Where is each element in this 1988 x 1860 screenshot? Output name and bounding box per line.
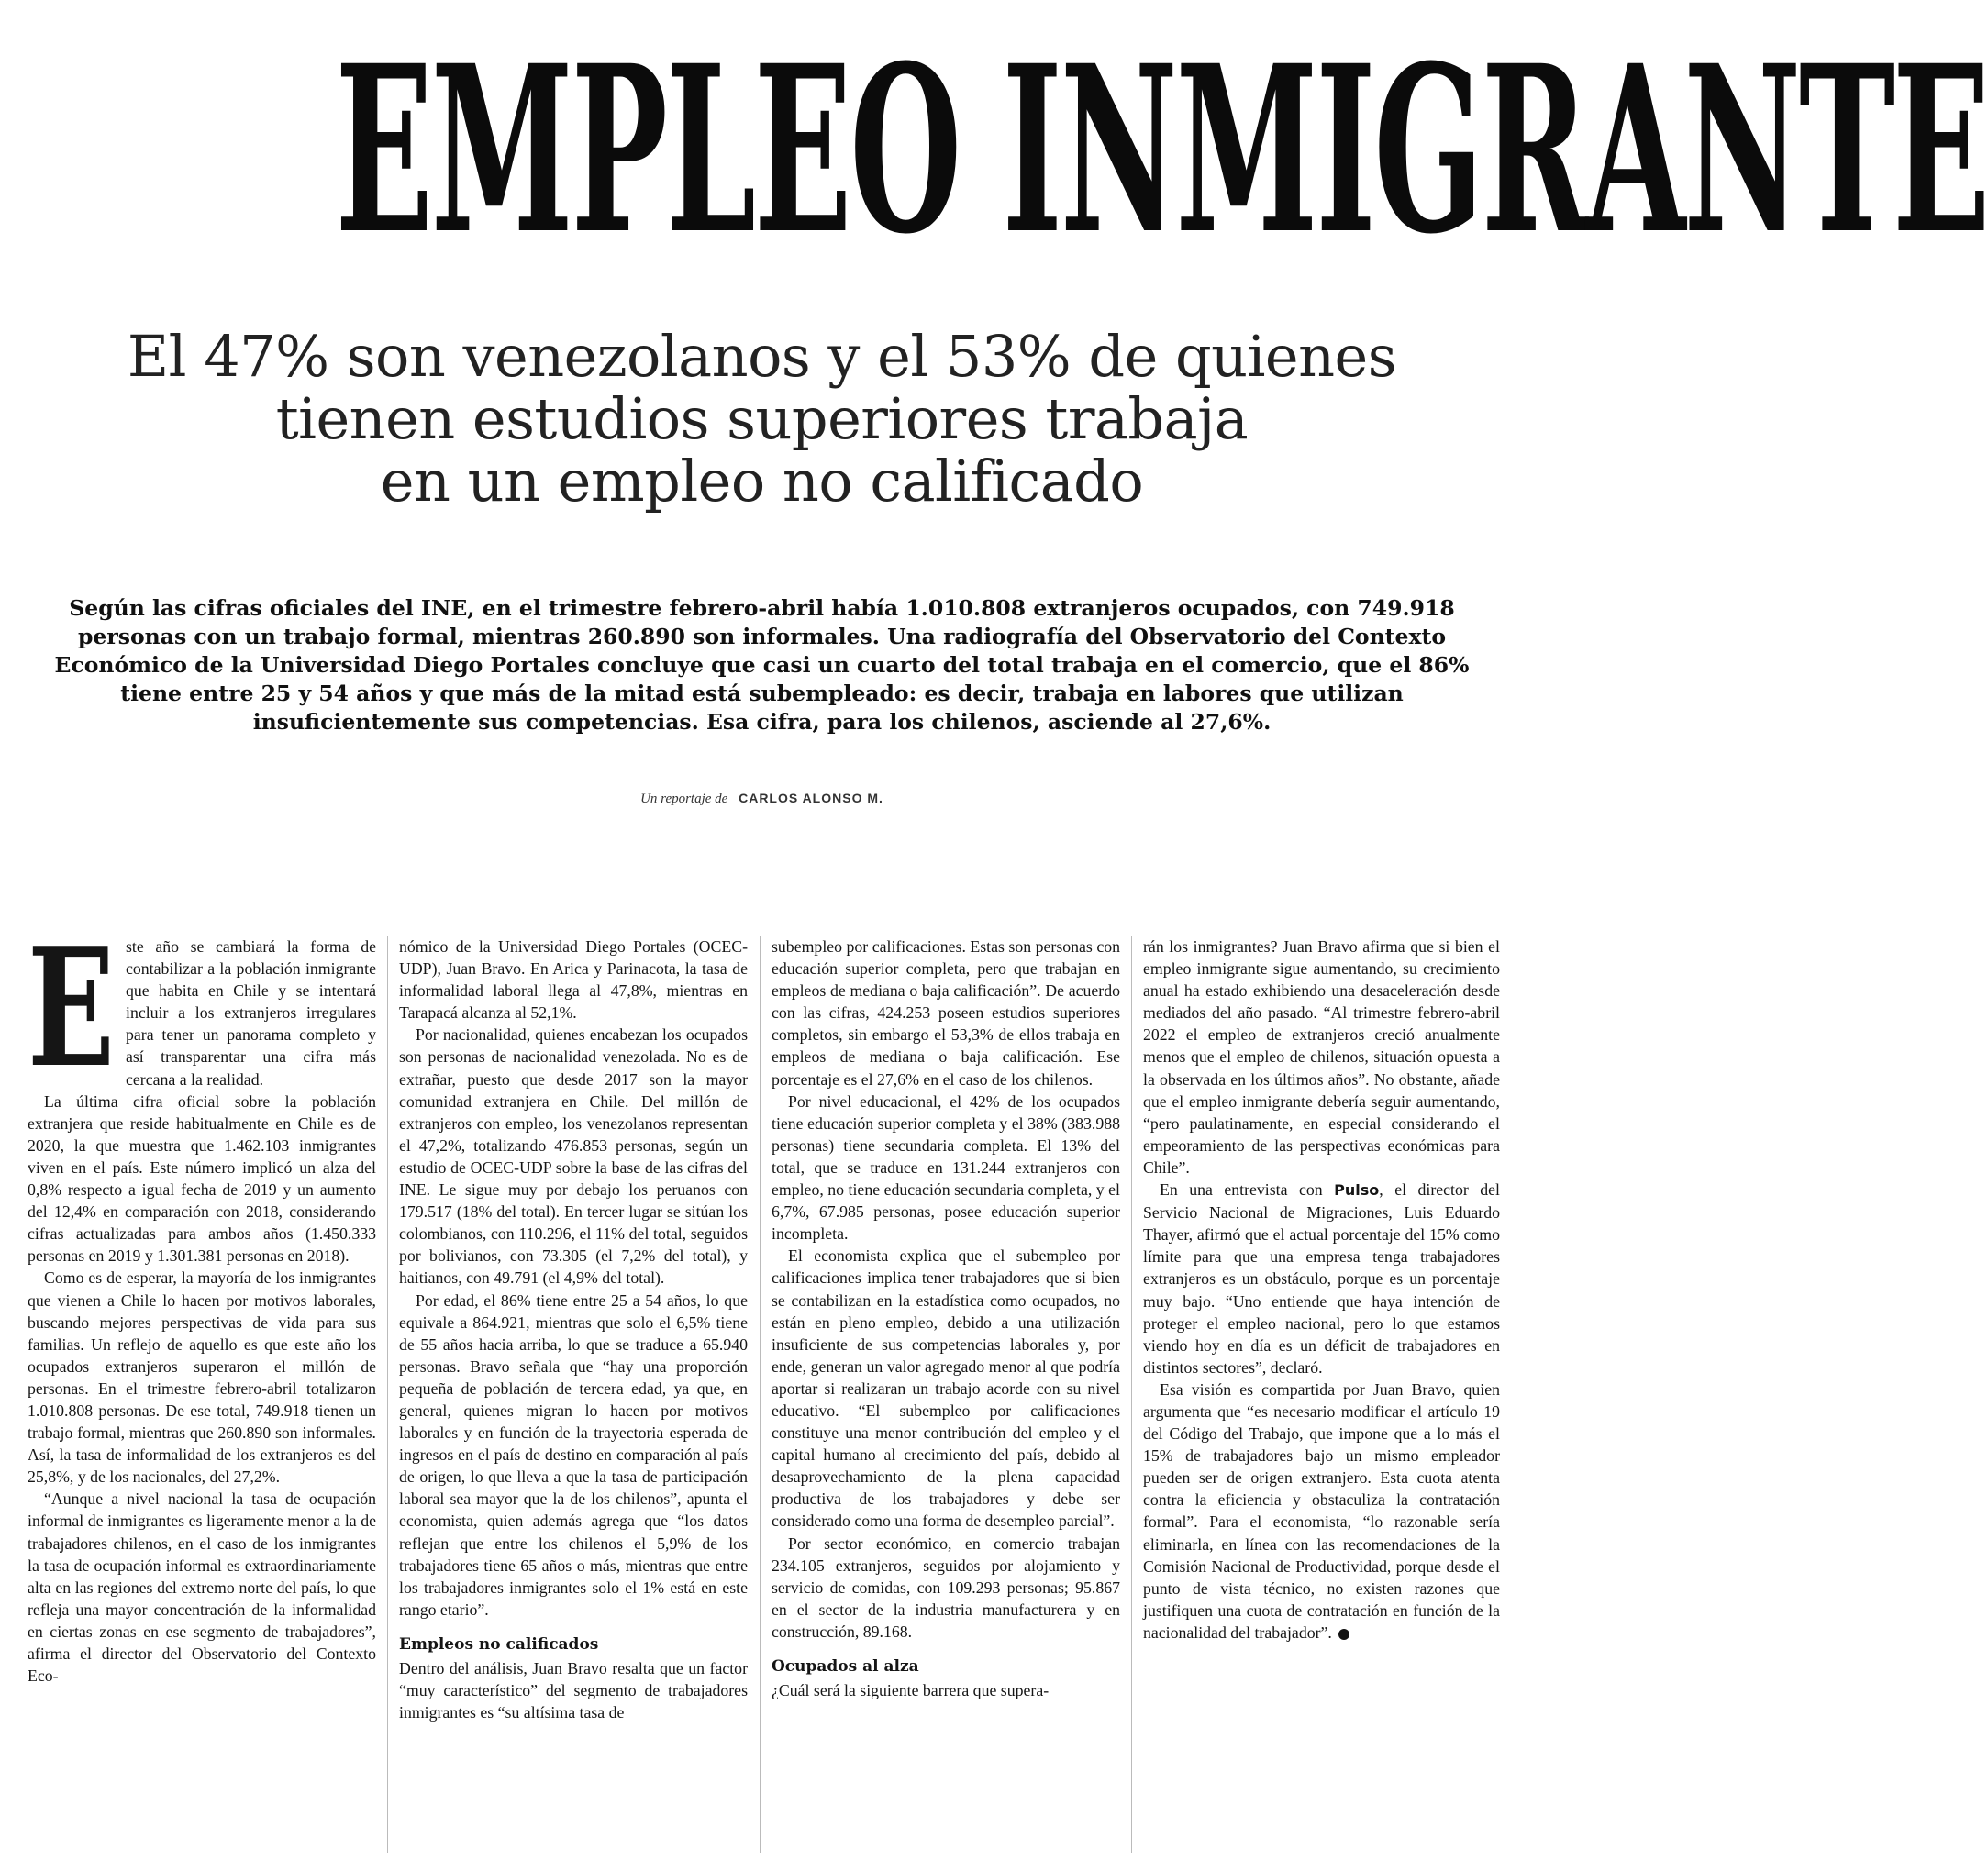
- publication-name: Pulso: [1334, 1181, 1380, 1200]
- article-column-3: [772, 936, 1120, 1853]
- article-column-4: [1143, 936, 1500, 1853]
- paragraph: Por edad, el 86% tiene entre 25 a 54 años, lo que equivale a 864.921, mientras que solo el 6,5% tiene de 55 años hacia arriba, lo que se traduce a 65.940 personas. Bravo señala que “hay una proporción pequeña de población de tercera edad, ya que, en general, quienes migran lo hacen por motivos laborales y en función de la trayectoria esperada de ingresos en el país de destino en comparación al país de origen, lo que lleva a que la tasa de participación laboral sea mayor que la de los chilenos”, apunta el economista, quien además agrega que “los datos reflejan que entre los chilenos el 5,9% de los trabajadores tiene 65 años o más, mientras que entre los trabajadores inmigrantes solo el 1% está en este rango etario”.: [399, 1290, 748, 1619]
- paragraph: nómico de la Universidad Diego Portales (OCEC-UDP), Juan Bravo. En Arica y Parinacota, la tasa de informalidad laboral llega al 47,8%, mientras en Tarapacá alcanza al 52,1%.: [399, 937, 748, 1023]
- paragraph: rán los inmigrantes? Juan Bravo afirma que si bien el empleo inmigrante sigue aumentando, su crecimiento anual ha estado exhibiendo una desaceleración desde mediados del año pasado. “Al trimestre febrero-abril 2022 el empleo de extranjeros creció anualmente menos que el empleo de chilenos, situación opuesta a la observada en los últimos años”. No obstante, añade que el empleo inmigrante debería seguir aumentando, “pero paulatinamente, en especial considerando el empeoramiento de las perspectivas económicas para Chile”.: [1143, 937, 1500, 1177]
- article-column-2: [399, 936, 748, 1853]
- subtitle-line: en un empleo no calificado: [380, 448, 1144, 515]
- column-divider: [387, 936, 388, 1853]
- column-divider: [760, 936, 761, 1853]
- paragraph: Por nacionalidad, quienes encabezan los ocupados son personas de nacionalidad venezolada. No es de extrañar, puesto que desde 2017 son la mayor comunidad extranjera en Chile. Del millón de extranjeros con empleo, los venezolanos representan el 47,2%, totalizando 476.853 personas, según un estudio de OCEC-UDP sobre la base de las cifras del INE. Le sigue muy por debajo los peruanos con 179.517 (18% del total). En tercer lugar se sitúan los colombianos, con 110.296, el 11% del total, seguidos por bolivianos, con 73.305 (el 7,2% del total), y haitianos, con 49.791 (el 4,9% del total).: [399, 1025, 748, 1288]
- paragraph: ¿Cuál será la siguiente barrera que supera-: [772, 1681, 1050, 1700]
- column-divider: [1131, 936, 1132, 1853]
- drop-cap: E: [28, 912, 115, 1103]
- paragraph: Por nivel educacional, el 42% de los ocupados tiene educación superior completa y el 38% (383.988 personas) tiene secundaria completa. El 13% del total, que se traduce en 131.244 extranjeros con empleo, no tiene educación secundaria completa, y el 6,7%, 67.985 personas, posee educación superior incompleta.: [772, 1091, 1120, 1244]
- paragraph: “Aunque a nivel nacional la tasa de ocupación informal de inmigrantes es ligeramente menor a la de trabajadores chilenos, en el caso de los inmigrantes la tasa de ocupación informal es extraordinariamente alta en las regiones del extremo norte del país, lo que refleja una mayor concentración de la informalidad en ciertas zonas en ese segmento de trabajadores”, afirma el director del Observatorio del Contexto Eco-: [28, 1489, 376, 1686]
- subtitle-line: El 47% son venezolanos y el 53% de quienes: [127, 323, 1397, 390]
- byline-author: CARLOS ALONSO M.: [739, 791, 883, 805]
- paragraph: El economista explica que el subempleo por calificaciones implica tener trabajadores que si bien se contabilizan en la estadística como ocupados, no están en pleno empleo, debido a una utilización insuficiente de sus competencias laborales y, por ende, generan un valor agregado menor al que podría aportar si realizaran un trabajo acorde con su nivel educativo. “El subempleo por calificaciones constituye una menor contribución del empleo y el capital humano al crecimiento del país, debido al desaprovechamiento de la plena capacidad productiva de los trabajadores y debe ser considerado como una forma de desempleo parcial”.: [772, 1246, 1120, 1531]
- paragraph: [1143, 1179, 1500, 1378]
- subtitle-line: tienen estudios superiores trabaja: [275, 385, 1249, 452]
- paragraph-text: Esa visión es compartida por Juan Bravo, quien argumenta que “es necesario modificar el artículo 19 del Código del Trabajo, que impone que a lo más el 15% de trabajadores bajo un mismo empleador pueden ser de origen extranjero. Esta cuota atenta contra la eficiencia y obstaculiza la contratación formal”. Para el economista, “lo razonable sería eliminarla, en línea con las recomendaciones de la Comisión Nacional de Productividad, porque desde el punto de vista técnico, no existen razones que justifiquen una cuota de contratación en función de la nacionalidad del trabajador”.: [1143, 1379, 1500, 1642]
- subtitle: [55, 323, 1469, 515]
- headline: EMPLEO INMIGRANTE: [335, 15, 1988, 284]
- section-subhead: Empleos no calificados: [399, 1634, 599, 1654]
- paragraph: Como es de esperar, la mayoría de los inmigrantes que vienen a Chile lo hacen por motivos laborales, buscando mejores perspectivas de vida para sus familias. Un reflejo de aquello es que este año los ocupados extranjeros superaron el millón de personas. En el trimestre febrero-abril totalizaron 1.010.808 personas. De ese total, 749.918 tienen un trabajo formal, mientras que 260.890 son informales. Así, la tasa de informalidad de los extranjeros es del 25,8%, y de los nacionales, del 27,2%.: [28, 1268, 376, 1487]
- section-subhead: Ocupados al alza: [772, 1657, 919, 1676]
- byline: [0, 791, 1524, 807]
- article-column-1: [28, 912, 376, 1853]
- paragraph: [1143, 1378, 1500, 1644]
- paragraph-text: En una entrevista con: [1160, 1180, 1323, 1200]
- article-body: [28, 912, 1500, 1853]
- pulso-logo-icon: P: [1338, 1629, 1349, 1640]
- paragraph-text: , el director del Servicio Nacional de Migraciones, Luis Eduardo Thayer, afirmó que el actual porcentaje del 15% como límite para que una empresa tenga trabajadores extranjeros es un obstáculo, porque es un porcentaje muy bajo. “Uno entiende que haya intención de proteger el empleo nacional, pero lo que estamos viendo hoy en día es un déficit de trabajadores en distintos sectores”, declaró.: [1143, 1180, 1500, 1377]
- paragraph: La última cifra oficial sobre la población extranjera que reside habitualmente en Chile es de 2020, la que muestra que 1.462.103 inmigrantes viven en el país. Este número implicó un alza del 0,8% respecto a igual fecha de 2019 y un aumento del 12,4% en comparación con 2018, considerando cifras actualizadas para ambos años (1.450.333 personas en 2019 y 1.301.381 personas en 2018).: [28, 1091, 376, 1266]
- lede-paragraph: Según las cifras oficiales del INE, en el trimestre febrero-abril había 1.010.808 extranjeros ocupados, con 749.918 personas con un trabajo formal, mientras 260.890 son informales. Una radiografía del Observatorio del Contexto Económico de la Universidad Diego Portales concluye que casi un cuarto del total trabaja en el comercio, que el 86% tiene entre 25 y 54 años y que más de la mitad está subempleado: es decir, trabaja en labores que utilizan insuficientemente sus competencias. Esa cifra, para los chilenos, asciende al 27,6%.: [54, 595, 1470, 735]
- paragraph: Dentro del análisis, Juan Bravo resalta que un factor “muy característico” del segmento de trabajadores inmigrantes es “su altísima tasa de: [399, 1659, 748, 1722]
- paragraph: Por sector económico, en comercio trabajan 234.105 extranjeros, seguidos por alojamiento y servicio de comidas, con 109.293 personas; 95.867 en el sector de la industria manufacturera y en construcción, 89.168.: [772, 1533, 1120, 1641]
- byline-prefix: Un reportaje de: [640, 792, 728, 806]
- paragraph: ste año se cambiará la forma de contabilizar a la población inmigrante que habita en Chile y se intentará incluir a los extranjeros irregulares para tener un panorama completo y así transparentar una cifra más cercana a la realidad.: [126, 937, 376, 1089]
- paragraph: subempleo por calificaciones. Estas son personas con educación superior completa, pero que trabajan en empleos de mediana o baja calificación”. De acuerdo con las cifras, 424.253 poseen estudios superiores completos, sin embargo el 53,3% de ellos trabaja en empleos de mediana o baja calificación. Ese porcentaje es el 27,6% en el caso de los chilenos.: [772, 937, 1120, 1089]
